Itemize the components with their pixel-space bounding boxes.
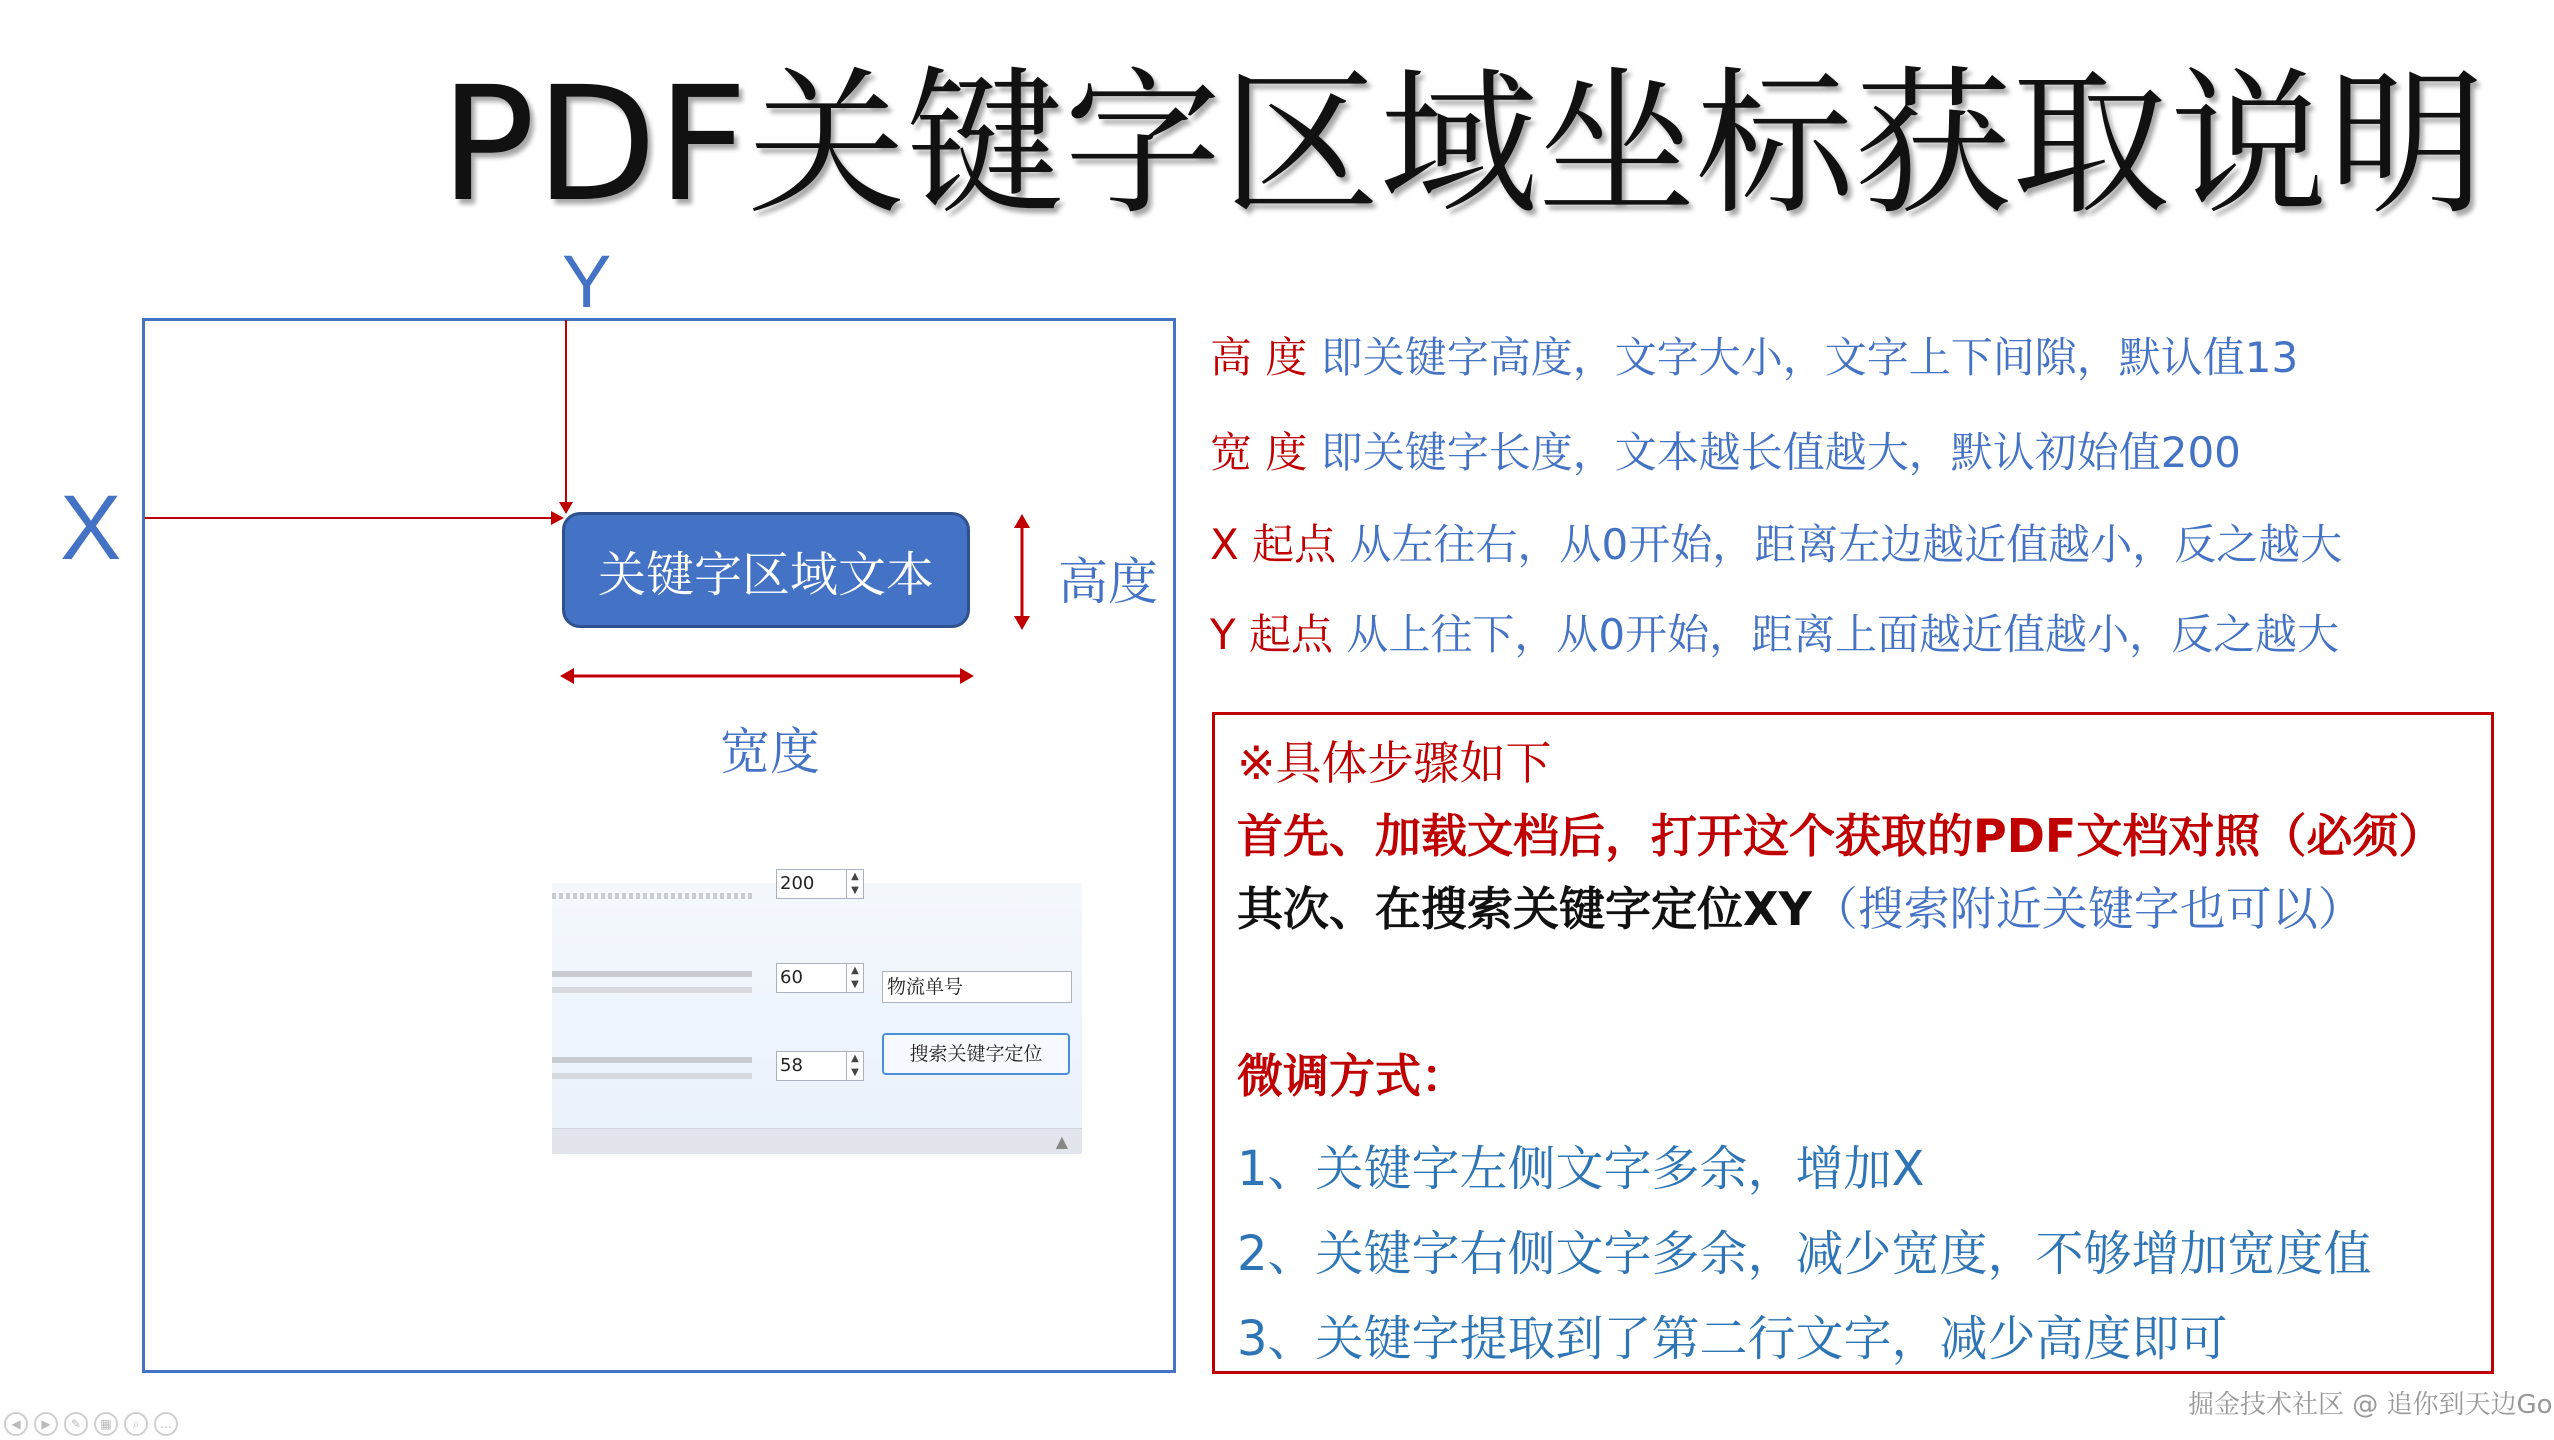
adjust-tip-2: 2、关键字右侧文字多余，减少宽度，不够增加宽度值 xyxy=(1237,1226,2372,1282)
slide-toolbar xyxy=(4,1412,178,1436)
width-arrowhead-left xyxy=(560,668,574,684)
spin-box-2[interactable] xyxy=(776,1051,864,1081)
spin-arrows-icon[interactable]: ▲ ▼ xyxy=(846,870,863,898)
width-arrowhead-right xyxy=(960,668,974,684)
scroll-up-icon[interactable]: ▲ xyxy=(1055,1132,1068,1151)
definition-desc: 即关键字长度，文本越长值越大，默认初始值200 xyxy=(1320,428,2241,477)
height-arrowhead-bottom xyxy=(1014,616,1030,630)
axis-y-label: Y xyxy=(562,240,612,323)
diagram-arrows xyxy=(0,0,1200,760)
step-second-note: （搜索附近关键字也可以） xyxy=(1811,882,2364,936)
definition-width xyxy=(1210,420,2241,480)
axis-x-label: X xyxy=(60,477,122,579)
step-second xyxy=(1237,873,2364,939)
spin-value: 58 xyxy=(780,1055,803,1076)
definition-x-start xyxy=(1210,512,2342,572)
height-arrowhead-top xyxy=(1014,514,1030,528)
width-label: 宽度 xyxy=(720,723,820,781)
keyword-region-box: 关键字区域文本 xyxy=(562,512,970,628)
scrollbar[interactable] xyxy=(552,1128,1082,1154)
step-first: 首先、加载文档后，打开这个获取的PDF文档对照（必须） xyxy=(1237,809,2445,863)
definition-term: 宽 度 xyxy=(1210,428,1308,477)
definition-y-start xyxy=(1210,602,2339,662)
definition-desc: 即关键字高度，文字大小，文字上下间隙，默认值13 xyxy=(1320,333,2299,382)
slides-icon[interactable]: ▦ xyxy=(94,1412,118,1436)
x-offset-arrowhead xyxy=(551,511,564,525)
app-screenshot-excerpt xyxy=(552,871,1082,1153)
spin-value: 200 xyxy=(780,873,815,894)
next-icon[interactable]: ▶ xyxy=(34,1412,58,1436)
spin-box-1[interactable] xyxy=(776,963,864,993)
zoom-icon[interactable]: ⌕ xyxy=(124,1412,148,1436)
definition-desc: 从上往下，从0开始，距离上面越近值越小，反之越大 xyxy=(1346,610,2340,659)
text-field[interactable]: 物流单号 xyxy=(882,971,1072,1003)
steps-heading: ※具体步骤如下 xyxy=(1237,736,1552,790)
slider-track xyxy=(552,893,752,899)
definition-height xyxy=(1210,325,2298,385)
more-icon[interactable]: … xyxy=(154,1412,178,1436)
search-keyword-button[interactable]: 搜索关键字定位 xyxy=(882,1033,1070,1075)
page-title: PDF关键字区域坐标获取说明 xyxy=(440,53,2486,237)
adjust-heading: 微调方式： xyxy=(1237,1049,1467,1103)
definition-term: 高 度 xyxy=(1210,333,1308,382)
definition-term: Y 起点 xyxy=(1210,610,1334,659)
height-label: 高度 xyxy=(1058,553,1158,611)
watermark: 掘金技术社区 @ 追你到天边Go xyxy=(2188,1390,2553,1420)
slider-track xyxy=(552,987,752,993)
pen-icon[interactable]: ✎ xyxy=(64,1412,88,1436)
step-second-main: 其次、在搜索关键字定位XY xyxy=(1237,882,1812,936)
definition-term: X 起点 xyxy=(1210,520,1337,569)
slider-track xyxy=(552,1057,752,1063)
spin-arrows-icon[interactable]: ▲ ▼ xyxy=(846,964,863,992)
slider-track xyxy=(552,971,752,977)
spin-box-top[interactable] xyxy=(776,869,864,899)
prev-icon[interactable]: ◀ xyxy=(4,1412,28,1436)
definition-desc: 从左往右，从0开始，距离左边越近值越小，反之越大 xyxy=(1349,520,2343,569)
spin-arrows-icon[interactable]: ▲ ▼ xyxy=(846,1052,863,1080)
adjust-tip-3: 3、关键字提取到了第二行文字，减少高度即可 xyxy=(1237,1311,2228,1367)
spin-value: 60 xyxy=(780,967,803,988)
adjust-tip-1: 1、关键字左侧文字多余，增加X xyxy=(1237,1141,1925,1197)
steps-box xyxy=(1212,712,2494,1374)
slider-track xyxy=(552,1073,752,1079)
y-offset-arrowhead xyxy=(559,502,573,514)
